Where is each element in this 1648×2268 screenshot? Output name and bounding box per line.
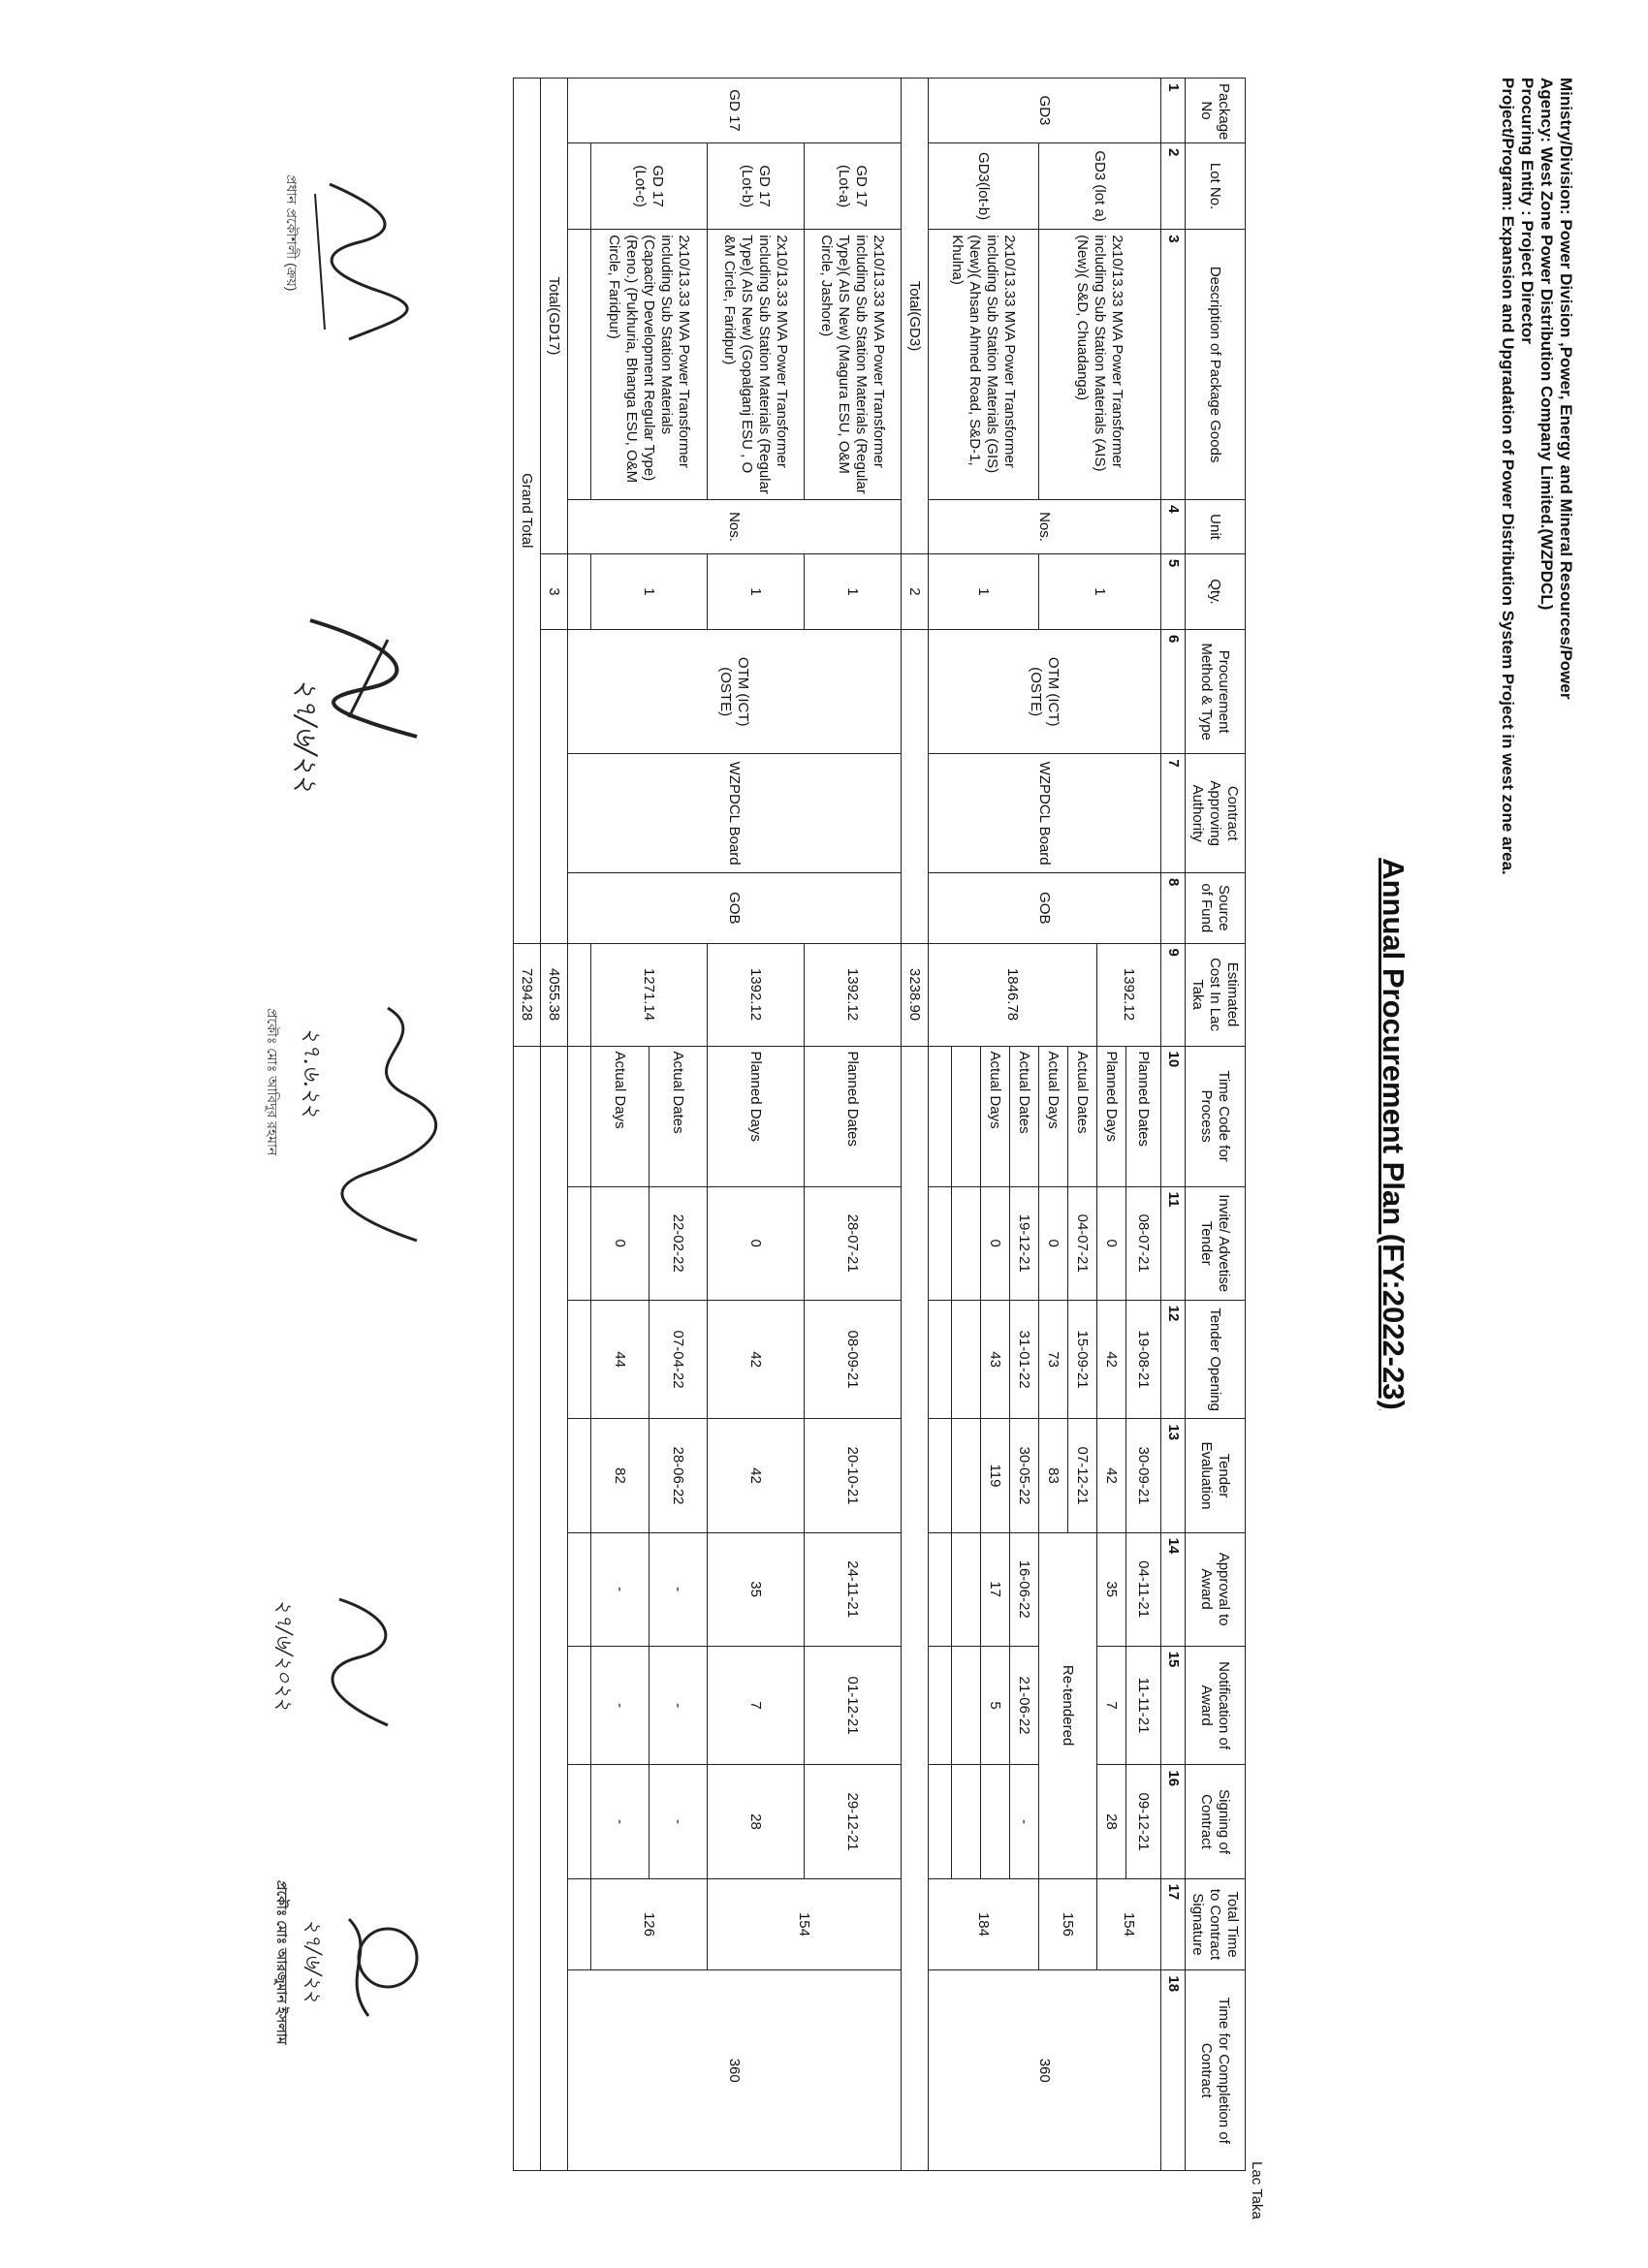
col-total-time: Total Time to Contract Signature <box>1186 1878 1246 1970</box>
days-cell: 82 <box>591 1419 650 1532</box>
empty-cell <box>568 1765 591 1878</box>
days-cell: 0 <box>1097 1186 1126 1300</box>
date-cell: 20-10-21 <box>805 1419 902 1532</box>
date-cell: 04-11-21 <box>1126 1532 1161 1646</box>
col-num: 17 <box>1161 1878 1186 1970</box>
date-cell: 07-04-22 <box>650 1300 708 1419</box>
subtotal-cost: 3238.90 <box>902 943 929 1046</box>
empty-cell <box>952 1646 981 1765</box>
subtotal-qty: 3 <box>541 553 568 629</box>
subtotal-row <box>541 79 568 2171</box>
days-cell: 0 <box>1039 1186 1068 1300</box>
timecode-cell: Planned Days <box>1097 1046 1126 1186</box>
date-cell: 24-11-21 <box>805 1532 902 1646</box>
package-gd17: GD 17 <box>568 79 902 143</box>
package-gd3: GD3 <box>929 79 1161 143</box>
empty-cell <box>929 1765 952 1878</box>
timecode-cell: Actual Days <box>591 1046 650 1186</box>
empty-cell <box>514 1046 541 2170</box>
col-num: 6 <box>1161 630 1186 754</box>
fund-cell: GOB <box>929 873 1161 944</box>
unit-note: Lac Taka <box>1249 2161 1265 2220</box>
empty-cell <box>902 630 929 944</box>
qty-cell: 1 <box>1039 553 1161 629</box>
qty-cell: 1 <box>929 553 1039 629</box>
empty-cell <box>568 1046 591 1186</box>
empty-cell <box>568 1300 591 1419</box>
date-cell: 19-12-21 <box>1010 1186 1039 1300</box>
days-cell: 0 <box>981 1186 1010 1300</box>
table-row <box>1010 79 1039 2171</box>
procurement-table <box>513 78 1246 2171</box>
signature-3 <box>330 998 446 1250</box>
empty-cell <box>568 1646 591 1765</box>
col-package: Package No <box>1186 79 1246 143</box>
col-num: 11 <box>1161 1186 1186 1300</box>
empty-cell <box>902 1046 929 2170</box>
method-cell: OTM (ICT) (OSTE) <box>568 630 902 754</box>
timecode-cell: Planned Dates <box>805 1046 902 1186</box>
col-evaluation: Tender Evaluation <box>1186 1419 1246 1532</box>
col-approval: Approval to Award <box>1186 1532 1246 1646</box>
col-fund: Source of Fund <box>1186 873 1246 944</box>
date-cell: - <box>1010 1765 1039 1878</box>
column-number-row <box>1161 79 1186 2171</box>
date-cell: 08-07-21 <box>1126 1186 1161 1300</box>
date-cell: 01-12-21 <box>805 1646 902 1765</box>
empty-cell <box>568 1878 591 1970</box>
qty-cell: 1 <box>708 553 805 629</box>
header-row <box>1186 79 1246 2171</box>
stamp-3: প্রকৌঃ মোঃ আরজুমান ইসলাম <box>274 1880 290 2045</box>
empty-cell <box>568 1186 591 1300</box>
signature-5 <box>330 1900 436 2026</box>
days-cell: 73 <box>1039 1300 1068 1419</box>
col-qty: Qty. <box>1186 553 1246 629</box>
col-authority: Contract Approving Authority <box>1186 754 1246 873</box>
fund-cell: GOB <box>568 873 902 944</box>
date-4: ২৭/৬/২২ <box>301 1919 325 2003</box>
table-row <box>1126 79 1161 2171</box>
col-num: 7 <box>1161 754 1186 873</box>
days-cell: 35 <box>708 1532 805 1646</box>
cost-cell: 1392.12 <box>805 943 902 1046</box>
days-cell: 0 <box>708 1186 805 1300</box>
timecode-cell: Actual Days <box>981 1046 1010 1186</box>
col-num: 14 <box>1161 1532 1186 1646</box>
date-2: ২৭.৬.২২ <box>299 1027 326 1118</box>
empty-cell <box>952 1419 981 1532</box>
timecode-cell: Actual Days <box>1039 1046 1068 1186</box>
days-cell: 0 <box>591 1186 650 1300</box>
lot-cell: GD 17 (Lot-b) <box>708 142 805 229</box>
date-cell: 07-12-21 <box>1068 1419 1097 1532</box>
empty-cell <box>952 1186 981 1300</box>
col-num: 5 <box>1161 553 1186 629</box>
col-completion: Time for Completion of Contract <box>1186 1970 1246 2171</box>
days-cell: 28 <box>708 1765 805 1878</box>
days-cell <box>981 1765 1010 1878</box>
date-1: ২৭/৬/২২ <box>289 678 323 793</box>
subtotal-qty: 2 <box>902 553 929 629</box>
table-row <box>708 79 805 2171</box>
days-cell: 119 <box>981 1419 1010 1532</box>
grand-total-label: Grand Total <box>514 79 541 944</box>
col-num: 16 <box>1161 1765 1186 1878</box>
col-timecode: Time Code for Process <box>1186 1046 1246 1186</box>
empty-cell <box>568 1419 591 1532</box>
date-cell: 29-12-21 <box>805 1765 902 1878</box>
col-num: 13 <box>1161 1419 1186 1532</box>
retendered-cell: Re-tendered <box>1039 1532 1097 1878</box>
date-cell: 08-09-21 <box>805 1300 902 1419</box>
date-cell: 15-09-21 <box>1068 1300 1097 1419</box>
col-opening: Tender Opening <box>1186 1300 1246 1419</box>
days-cell: 7 <box>1097 1646 1126 1765</box>
date-cell: - <box>650 1765 708 1878</box>
empty-cell <box>952 1765 981 1878</box>
date-cell: 31-01-22 <box>1010 1300 1039 1419</box>
cost-cell: 1846.78 <box>929 943 1097 1046</box>
project-line: Project/Program: Expansion and Upgradation of Power Distribution System Project in west zone area. <box>1499 78 1517 875</box>
timecode-cell: Actual Dates <box>1068 1046 1097 1186</box>
date-cell: 09-12-21 <box>1126 1765 1161 1878</box>
description-cell: 2x10/13.33 MVA Power Transformer including Sub Station Materials (AIS)(New)( S&D, Chuadanga) <box>1039 230 1161 500</box>
date-cell: 28-07-21 <box>805 1186 902 1300</box>
qty-cell: 1 <box>805 553 902 629</box>
col-num: 1 <box>1161 79 1186 143</box>
authority-cell: WZPDCL Board <box>568 754 902 873</box>
date-cell: 30-09-21 <box>1126 1419 1161 1532</box>
empty-cell <box>929 1186 952 1300</box>
col-num: 12 <box>1161 1300 1186 1419</box>
col-num: 8 <box>1161 873 1186 944</box>
timecode-cell: Planned Days <box>708 1046 805 1186</box>
unit-cell: Nos. <box>568 500 902 554</box>
col-unit: Unit <box>1186 500 1246 554</box>
days-cell: 43 <box>981 1300 1010 1419</box>
signature-4 <box>301 1590 417 1735</box>
subtotal-row <box>902 79 929 2171</box>
date-cell: 21-06-22 <box>1010 1646 1039 1765</box>
grand-total-cost: 7294.28 <box>514 943 541 1046</box>
stamp-2: প্রকৌঃ মোঃ আবিদুর রহমান <box>265 1008 280 1156</box>
subtotal-label: Total(GD17) <box>541 79 568 554</box>
empty-cell <box>568 1532 591 1646</box>
days-cell: 28 <box>1097 1765 1126 1878</box>
authority-cell: WZPDCL Board <box>929 754 1161 873</box>
signature-1 <box>301 174 417 349</box>
unit-cell: Nos. <box>929 500 1161 554</box>
col-num: 15 <box>1161 1646 1186 1765</box>
col-num: 18 <box>1161 1970 1186 2171</box>
date-cell: 04-07-21 <box>1068 1186 1097 1300</box>
empty-cell <box>929 1419 952 1532</box>
date-cell: 19-08-21 <box>1126 1300 1161 1419</box>
subtotal-label: Total(GD3) <box>902 79 929 554</box>
timecode-cell: Actual Dates <box>650 1046 708 1186</box>
empty-cell <box>952 1300 981 1419</box>
days-cell: 42 <box>708 1419 805 1532</box>
date-cell: 11-11-21 <box>1126 1646 1161 1765</box>
date-cell: 16-06-22 <box>1010 1532 1039 1646</box>
description-cell: 2x10/13.33 MVA Power Transformer including Sub Station Materials (Regular Type)( AIS New) (Magura ESU, O&M Circle, Jashore) <box>805 230 902 500</box>
timecode-cell: Planned Dates <box>1126 1046 1161 1186</box>
empty-cell <box>929 1046 952 1186</box>
timecode-cell: Actual Dates <box>1010 1046 1039 1186</box>
days-cell: - <box>591 1646 650 1765</box>
cost-cell: 1392.12 <box>708 943 805 1046</box>
empty-cell <box>952 1532 981 1646</box>
cost-cell: 1271.14 <box>591 943 708 1046</box>
days-cell: 42 <box>1097 1300 1126 1419</box>
total-time-cell: 154 <box>708 1878 902 1970</box>
lot-cell: GD3 (lot a) <box>1039 142 1161 229</box>
empty-cell <box>568 142 591 229</box>
empty-cell <box>541 630 568 944</box>
header-block <box>1498 78 1575 875</box>
total-time-cell: 184 <box>929 1878 1039 1970</box>
col-cost: Estimated Cost In Lac Taka <box>1186 943 1246 1046</box>
lot-cell: GD 17 (Lot-a) <box>805 142 902 229</box>
description-cell: 2x10/13.33 MVA Power Transformer including Sub Station Materials (Regular Type)( AIS New) (Gopalganj ESU , O &M Circle, Faridpur) <box>708 230 805 500</box>
empty-cell <box>929 1300 952 1419</box>
agency-line: Agency: West Zone Power Distribution Company Limited.(WZPDCL) <box>1537 78 1556 611</box>
total-time-cell: 126 <box>591 1878 708 1970</box>
date-cell: 22-02-22 <box>650 1186 708 1300</box>
grand-total-row <box>514 79 541 2171</box>
qty-cell: 1 <box>591 553 708 629</box>
lot-cell: GD3(lot-b) <box>929 142 1039 229</box>
page-title: Annual Procurement Plan (FY:2022-23) <box>1377 858 1410 1410</box>
days-cell: 44 <box>591 1300 650 1419</box>
days-cell: 42 <box>1097 1419 1126 1532</box>
days-cell: - <box>591 1765 650 1878</box>
empty-cell <box>541 1046 568 2170</box>
cost-cell: 1392.12 <box>1097 943 1161 1046</box>
empty-cell <box>952 1046 981 1186</box>
days-cell: 7 <box>708 1646 805 1765</box>
days-cell: 5 <box>981 1646 1010 1765</box>
col-num: 4 <box>1161 500 1186 554</box>
subtotal-cost: 4055.38 <box>541 943 568 1046</box>
stamp-1: প্রধান প্রকৌশলী (ক্রয়) <box>284 174 300 292</box>
date-cell: 30-05-22 <box>1010 1419 1039 1532</box>
total-time-cell: 154 <box>1097 1878 1161 1970</box>
total-time-cell: 156 <box>1039 1878 1097 1970</box>
col-num: 9 <box>1161 943 1186 1046</box>
date-cell: - <box>650 1646 708 1765</box>
date-3: ২৭/৬/২০২২ <box>271 1599 296 1711</box>
completion-cell: 360 <box>929 1970 1161 2171</box>
col-invite: Invite/ Advetise Tender <box>1186 1186 1246 1300</box>
empty-cell <box>929 1532 952 1646</box>
col-signing: Signing of Contract <box>1186 1765 1246 1878</box>
empty-cell <box>568 230 591 500</box>
description-cell: 2x10/13.33 MVA Power Transformer including Sub Station Materials (GIS)(New)( Ahsan Ahmed Road, S&D-1, Khulna) <box>929 230 1039 500</box>
col-num: 2 <box>1161 142 1186 229</box>
col-num: 10 <box>1161 1046 1186 1186</box>
col-lot: Lot No. <box>1186 142 1246 229</box>
method-cell: OTM (ICT) (OSTE) <box>929 630 1161 754</box>
procuring-entity-line: Procuring Entity : Project Director <box>1518 78 1537 344</box>
days-cell: 35 <box>1097 1532 1126 1646</box>
table-row <box>568 79 591 2171</box>
table-row <box>805 79 902 2171</box>
days-cell: 17 <box>981 1532 1010 1646</box>
empty-cell <box>929 1646 952 1765</box>
days-cell: 83 <box>1039 1419 1068 1532</box>
col-method: Procurement Method & Type <box>1186 630 1246 754</box>
completion-cell: 360 <box>568 1970 902 2171</box>
empty-cell <box>568 553 591 629</box>
table-row <box>650 79 708 2171</box>
col-num: 3 <box>1161 230 1186 500</box>
days-cell: - <box>591 1532 650 1646</box>
empty-cell <box>568 943 591 1046</box>
col-notification: Notification of Award <box>1186 1646 1246 1765</box>
ministry-line: Ministry/Division: Power Division ,Power, Energy and Mineral Resources/Power <box>1557 78 1575 700</box>
date-cell: - <box>650 1532 708 1646</box>
col-description: Description of Package Goods <box>1186 230 1246 500</box>
days-cell: 42 <box>708 1300 805 1419</box>
description-cell: 2x10/13.33 MVA Power Transformer including Sub Station Materials (Capacity Development Regular Type)(Reno.) (Pukhuria, Bhanga ESU, O&M Circle, Faridpur) <box>591 230 708 500</box>
lot-cell: GD 17 (Lot-c) <box>591 142 708 229</box>
date-cell: 28-06-22 <box>650 1419 708 1532</box>
